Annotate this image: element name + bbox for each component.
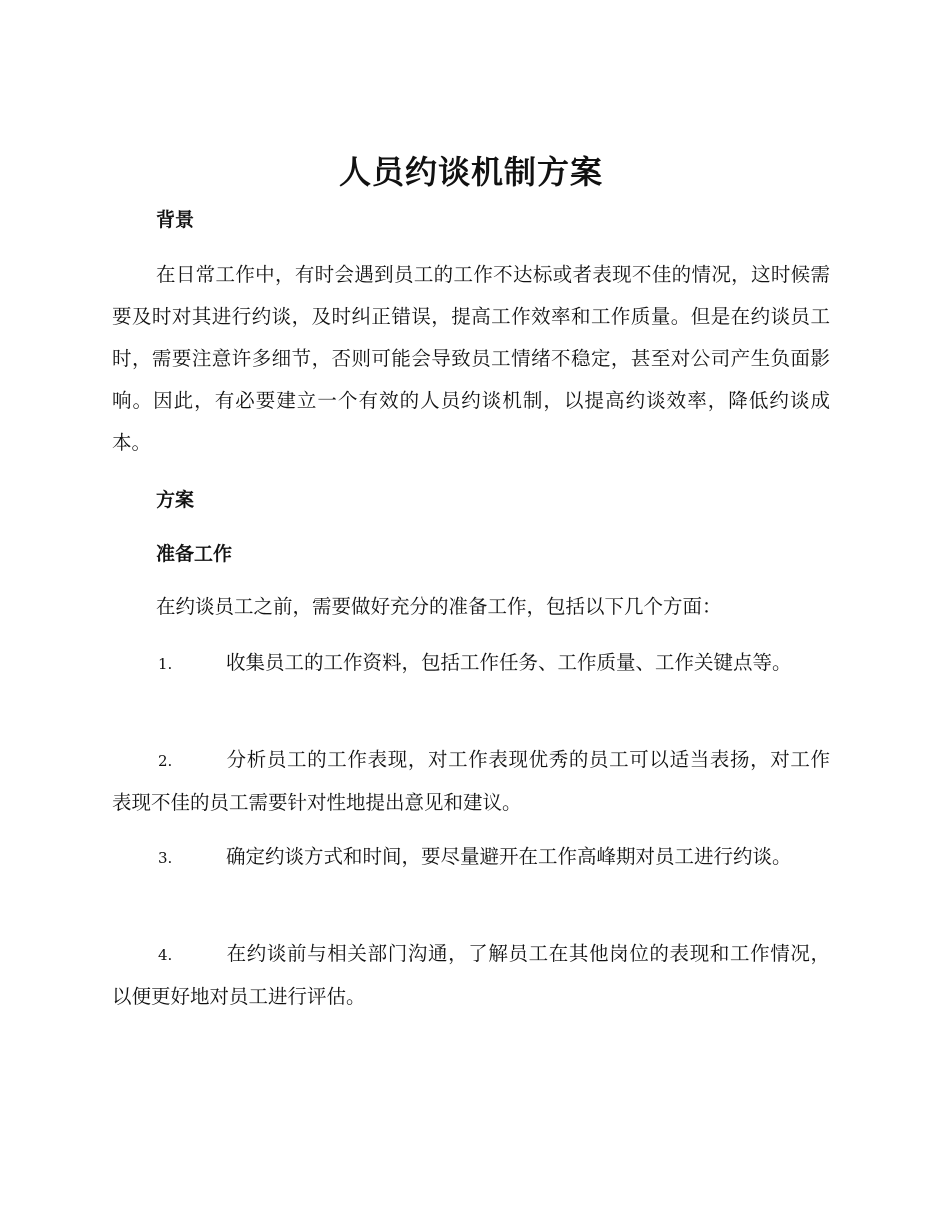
preparation-intro: 在约谈员工之前，需要做好充分的准备工作，包括以下几个方面： <box>156 595 722 618</box>
list-item-text: 确定约谈方式和时间，要尽量避开在工作高峰期对员工进行约谈。 <box>226 845 792 868</box>
list-item <box>112 836 830 879</box>
list-item-number: 4. <box>158 946 173 964</box>
list-item <box>112 933 830 1018</box>
list-item-text: 分析员工的工作表现，对工作表现优秀的员工可以适当表扬，对工作表现不佳的员工需要针对性地提出意见和建议。 <box>112 748 830 814</box>
heading-background: 背景 <box>156 209 195 231</box>
list-item <box>112 642 830 685</box>
background-paragraph: 在日常工作中，有时会遇到员工的工作不达标或者表现不佳的情况，这时候需要及时对其进行约谈，及时纠正错误，提高工作效率和工作质量。但是在约谈员工时，需要注意许多细节，否则可能会导致员工情绪不稳定，甚至对公司产生负面影响。因此，有必要建立一个有效的人员约谈机制，以提高约谈效率，降低约谈成本。 <box>112 263 830 454</box>
list-item-text: 收集员工的工作资料，包括工作任务、工作质量、工作关键点等。 <box>226 651 792 674</box>
heading-preparation: 准备工作 <box>156 543 233 565</box>
document-title: 人员约谈机制方案 <box>338 153 603 191</box>
heading-plan: 方案 <box>156 489 195 511</box>
list-item-number: 1. <box>158 655 173 673</box>
list-item-number: 3. <box>158 849 173 867</box>
list-item-number: 2. <box>158 752 173 770</box>
list-item-text: 在约谈前与相关部门沟通，了解员工在其他岗位的表现和工作情况，以便更好地对员工进行评估。 <box>112 942 830 1008</box>
list-item <box>112 739 830 824</box>
